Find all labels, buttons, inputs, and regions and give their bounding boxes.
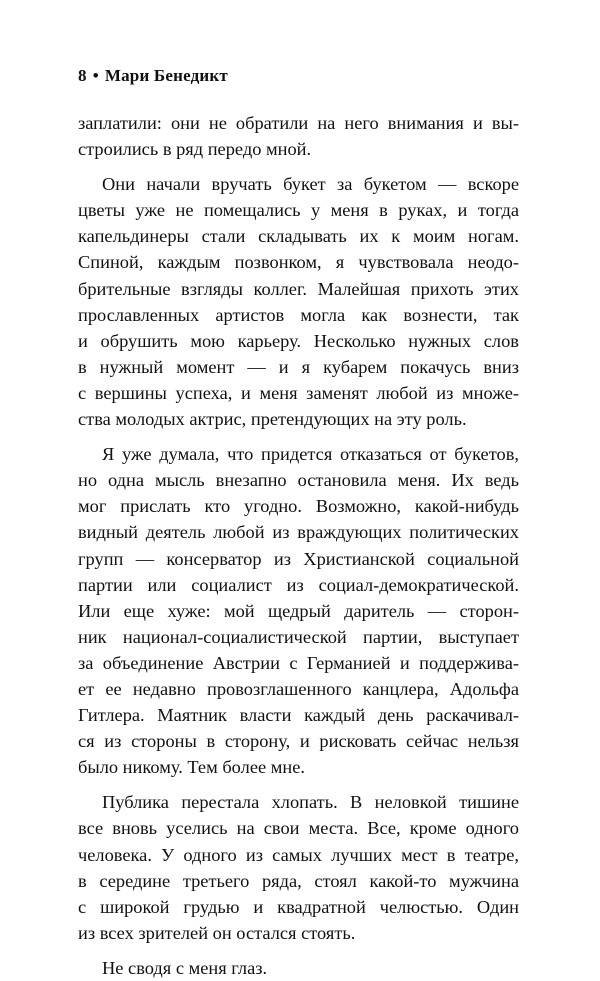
text-line: Гитлера. Маятник власти каждый день раскачивал-: [78, 705, 519, 726]
running-header: [78, 66, 228, 86]
text-line: прославленных артистов могла как вознести, так: [78, 304, 519, 325]
text-line: но одна мысль внезапно остановила меня. Их ведь: [78, 470, 519, 491]
text-line: Или еще хуже: мой щедрый даритель — сторон-: [78, 600, 519, 621]
text-line: видный деятель любой из враждующих политических: [78, 522, 519, 543]
text-line: заплатили: они не обратили на него внимания и вы-: [78, 113, 519, 133]
text-line: партии или социалист из социал-демократической.: [78, 574, 519, 595]
text-line: строились в ряд передо мной.: [78, 139, 312, 160]
body-text: [78, 110, 519, 981]
text-line: брительные взгляды коллег. Малейшая прихоть этих: [78, 278, 519, 299]
text-line: Публика перестала хлопать. В неловкой тишине: [102, 792, 519, 813]
text-line: мог прислать кто угодно. Возможно, какой-нибудь: [78, 496, 519, 517]
text-line: за объединение Австрии с Германией и поддержива-: [78, 652, 519, 673]
paragraph: [78, 171, 519, 432]
author-name: Мари Бенедикт: [104, 66, 228, 85]
text-line: было никому. Тем более мне.: [78, 757, 305, 778]
text-line: все вновь уселись на свои места. Все, кроме одного: [78, 818, 519, 839]
text-line: с вершины успеха, и меня заменят любой из множе-: [78, 382, 519, 403]
text-line: капельдинеры стали складывать их к моим ногам.: [78, 226, 519, 247]
paragraph: [78, 441, 519, 780]
text-line: ства молодых актрис, претендующих на эту роль.: [78, 409, 467, 430]
text-line: Я уже думала, что придется отказаться от букетов,: [102, 444, 519, 465]
header-separator: •: [92, 66, 99, 85]
paragraph: [78, 789, 519, 946]
text-line: с широкой грудью и квадратной челюстью. Один: [78, 896, 519, 917]
text-line: Они начали вручать букет за букетом — вскоре: [102, 174, 519, 195]
text-line: ся из стороны в сторону, и рисковать сейчас нельзя: [78, 731, 519, 752]
page-number: 8: [78, 66, 87, 85]
text-line: в нужный момент — и я кубарем покачусь вниз: [78, 356, 519, 377]
text-line: и обрушить мою карьеру. Несколько нужных слов: [78, 330, 519, 351]
text-line: из всех зрителей он остался стоять.: [78, 922, 356, 943]
text-line: ет ее недавно провозглашенного канцлера, Адольфа: [78, 678, 519, 699]
paragraph: [78, 110, 519, 162]
text-line: ник национал-социалистической партии, выступает: [78, 626, 519, 647]
text-line: Не сводя с меня глаз.: [102, 957, 268, 978]
text-line: человека. У одного из самых лучших мест в театре,: [78, 844, 519, 865]
text-line: групп — консерватор из Христианской социальной: [78, 548, 519, 569]
text-line: Спиной, каждым позвонком, я чувствовала неодо-: [78, 252, 519, 273]
text-line: цветы уже не помещались у меня в руках, и тогда: [78, 200, 519, 221]
text-line: в середине третьего ряда, стоял какой-то мужчина: [78, 870, 519, 891]
